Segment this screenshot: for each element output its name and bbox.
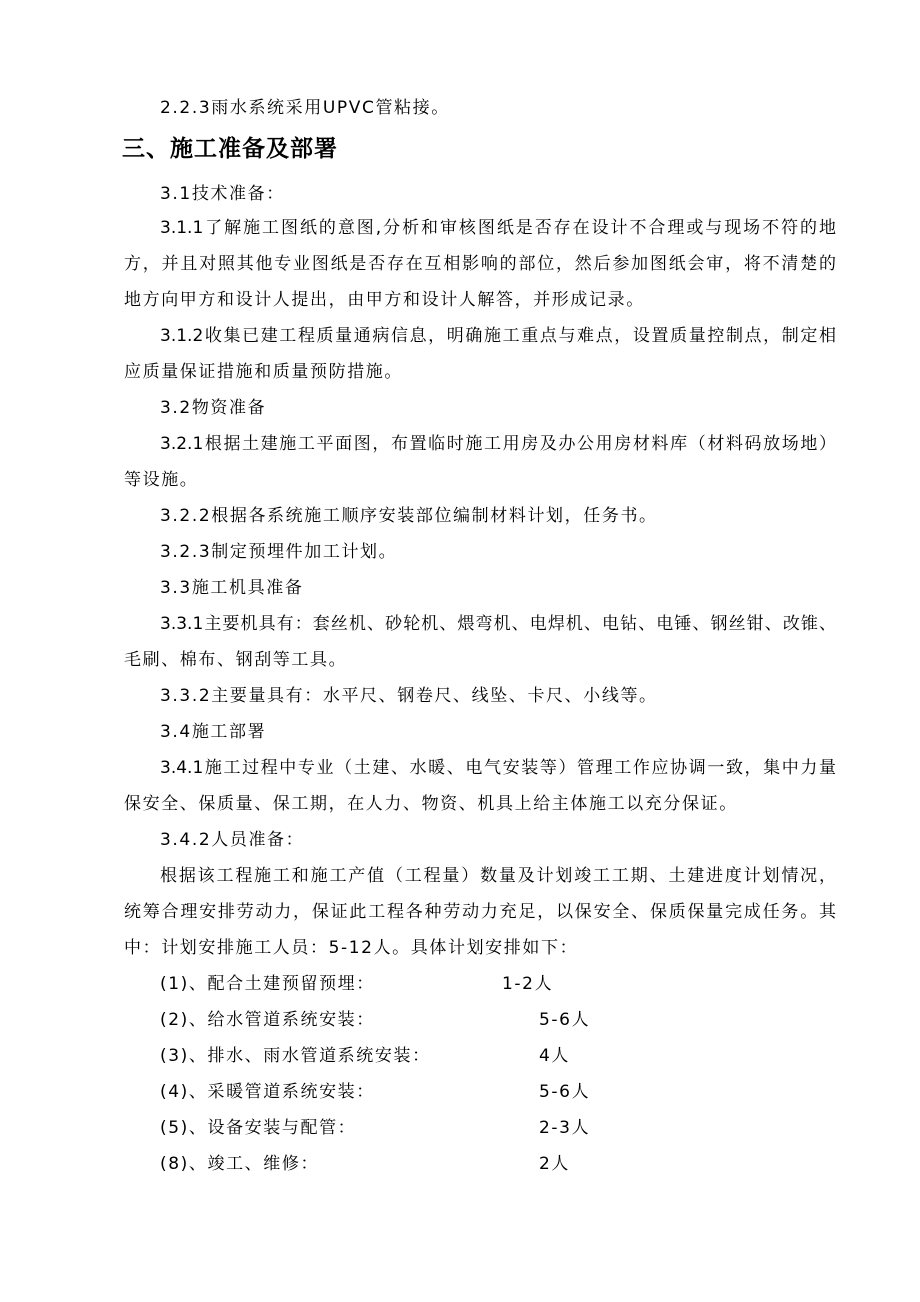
section-heading: 三、施工准备及部署 [122, 136, 338, 162]
staffing-item-label: (5)、设备安装与配管： [160, 1118, 357, 1138]
paragraph-3-1-1-line2: 方，并且对照其他专业图纸是否存在互相影响的部位，然后参加图纸会审，将不清楚的 [124, 254, 836, 274]
subheading-3-4: 3.4施工部署 [160, 722, 267, 742]
staffing-item-count: 5-6人 [539, 1082, 591, 1102]
paragraph-3-1-1-line3: 地方向甲方和设计人提出，由甲方和设计人解答，并形成记录。 [124, 290, 645, 310]
paragraph-2-2-3: 2.2.3雨水系统采用UPVC管粘接。 [160, 98, 450, 118]
staffing-item-count: 4人 [539, 1046, 571, 1066]
staffing-item-label: (2)、给水管道系统安装： [160, 1010, 375, 1030]
paragraph-3-1-2-line2: 应质量保证措施和质量预防措施。 [124, 362, 403, 382]
paragraph-3-1-2-line1: 3.1.2收集已建工程质量通病信息，明确施工重点与难点，设置质量控制点，制定相 [160, 326, 836, 346]
staffing-item-label: (1)、配合土建预留预埋： [160, 974, 375, 994]
paragraph-3-3-1-line2: 毛刷、棉布、钢刮等工具。 [124, 650, 348, 670]
subheading-3-1: 3.1技术准备： [160, 184, 285, 204]
paragraph-3-1-1-line1: 3.1.1了解施工图纸的意图,分析和审核图纸是否存在设计不合理或与现场不符的地 [160, 218, 836, 238]
staffing-item-label: (3)、排水、雨水管道系统安装： [160, 1046, 431, 1066]
paragraph-3-3-2: 3.3.2主要量具有：水平尺、钢卷尺、线坠、卡尺、小线等。 [160, 686, 658, 706]
staffing-item-count: 5-6人 [539, 1010, 591, 1030]
paragraph-3-2-1-line2: 等设施。 [124, 470, 199, 490]
staffing-item-count: 2-3人 [539, 1118, 591, 1138]
paragraph-3-2-1-line1: 3.2.1根据土建施工平面图，布置临时施工用房及办公用房材料库（材料码放场地） [160, 434, 836, 454]
paragraph-3-2-2: 3.2.2根据各系统施工顺序安装部位编制材料计划，任务书。 [160, 506, 658, 526]
paragraph-3-2-3: 3.2.3制定预埋件加工计划。 [160, 542, 398, 562]
subheading-3-3: 3.3施工机具准备 [160, 578, 304, 598]
staffing-item-count: 1-2人 [502, 974, 554, 994]
subheading-3-2: 3.2物资准备 [160, 398, 267, 418]
staffing-item-count: 2人 [539, 1154, 571, 1174]
staffing-item-label: (4)、采暖管道系统安装： [160, 1082, 375, 1102]
paragraph-plan-line2: 统筹合理安排劳动力，保证此工程各种劳动力充足，以保安全、保质保量完成任务。其 [124, 902, 836, 922]
paragraph-3-4-1-line2: 保安全、保质量、保工期，在人力、物资、机具上给主体施工以充分保证。 [124, 794, 738, 814]
paragraph-plan-line1: 根据该工程施工和施工产值（工程量）数量及计划竣工工期、土建进度计划情况， [160, 866, 836, 886]
paragraph-plan-line3: 中：计划安排施工人员：5-12人。具体计划安排如下： [124, 938, 579, 958]
paragraph-3-3-1-line1: 3.3.1主要机具有：套丝机、砂轮机、煨弯机、电焊机、电钻、电锤、钢丝钳、改锥、 [160, 614, 836, 634]
paragraph-3-4-2: 3.4.2人员准备： [160, 830, 305, 850]
paragraph-3-4-1-line1: 3.4.1施工过程中专业（土建、水暖、电气安装等）管理工作应协调一致，集中力量 [160, 758, 836, 778]
staffing-item-label: (8)、竣工、维修： [160, 1154, 320, 1174]
